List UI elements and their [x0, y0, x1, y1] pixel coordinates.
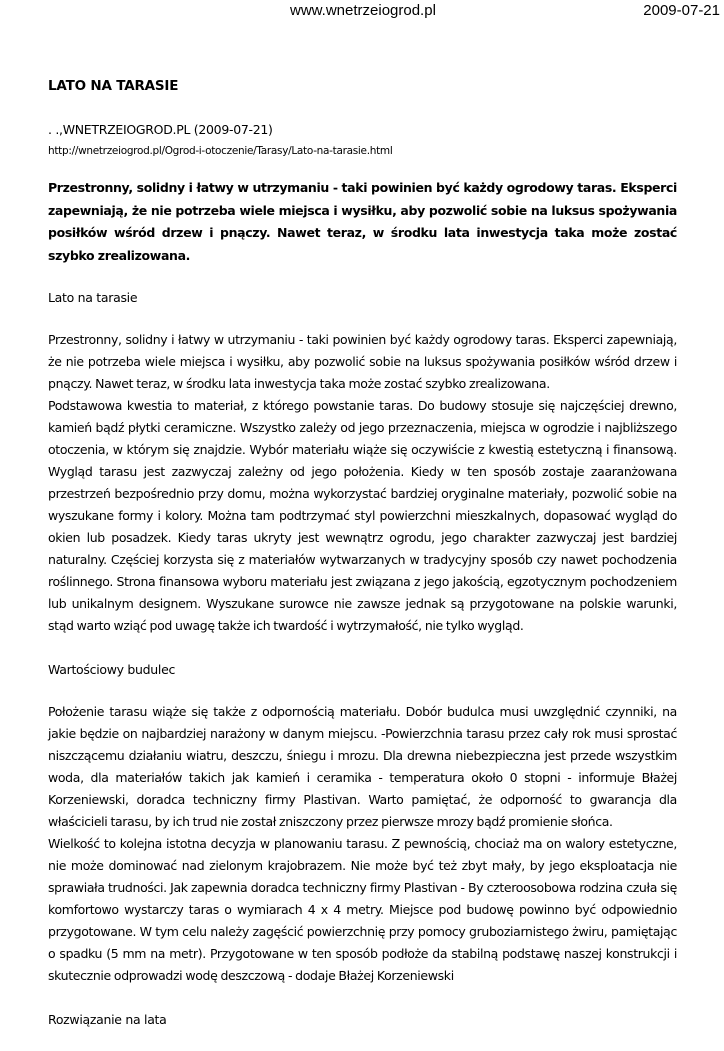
paragraph: Podstawowa kwestia to materiał, z którego powstanie taras. Do budowy stosuje się najczęściej drewno, kamień bądź płytki ceramiczne. Wszystko zależy od jego przeznaczenia, miejsca w ogrodzie i najbliższego otoczenia, w którym się znajdzie. Wybór materiału wiąże się oczywiście z kwestią estetyczną i finansową. Wygląd tarasu jest zazwyczaj zależny od jego położenia. Kiedy w ten sposób zostaje zaaranżowana przestrzeń bezpośrednio przy domu, można wykorzystać bardziej oryginalne materiały, pozwolić sobie na wyszukane formy i kolory. Można tam podtrzymać styl powierzchni mieszkalnych, dopasować wygląd do okien lub posadzek. Kiedy taras ukryty jest wewnątrz ogrodu, jego charakter zazwyczaj jest bardziej naturalny. Częściej korzysta się z materiałów wytwarzanych w tradycyjny sposób czy nawet pochodzenia roślinnego. Strona finansowa wyboru materiału jest związana z jego jakością, egzotycznym pochodzeniem lub unikalnym designem. Wyszukane surowce nie zawsze jednak są przygotowane na polskie warunki, stąd warto wziąć pod uwagę także ich twardość i wytrzymałość, nie tylko wygląd. [48, 398, 677, 633]
article [48, 78, 677, 1051]
section-heading: Rozwiązanie na lata [48, 1012, 167, 1027]
section-heading: Wartościowy budulec [48, 662, 176, 677]
paragraph: Wielkość to kolejna istotna decyzja w planowaniu tarasu. Z pewnością, chociaż ma on walory estetyczne, nie może dominować nad zielonym krajobrazem. Nie może być też zbyt mały, by jego eksploatacja nie sprawiała trudności. Jak zapewnia doradca techniczny firmy Plastivan - By czteroosobowa rodzina czuła się komfortowo wystarczy taras o wymiarach 4 x 4 metry. Miejsce pod budowę powinno być odpowiednio przygotowane. W tym celu należy zagęścić powierzchnię przy pomocy gruboziarnistego żwiru, pamiętając o spadku (5 mm na metr). Przygotowane w ten sposób podłoże da stabilną podstawę naszej konstrukcji i skutecznie odprowadzi wodę deszczową - dodaje Błażej Korzeniewski [48, 836, 677, 983]
page-header [0, 2, 724, 22]
paragraph: Położenie tarasu wiąże się także z odpornością materiału. Dobór budulca musi uwzględnić czynniki, na jakie będzie on najbardziej narażony w danym miejscu. -Powierzchnia tarasu przez cały rok musi sprostać niszczącemu działaniu wiatru, deszczu, śniegu i mrozu. Dla drewna niebezpieczna jest przede wszystkim woda, dla materiałów takich jak kamień i ceramika - temperatura około 0 stopni - informuje Błażej Korzeniewski, doradca techniczny firmy Plastivan. Warto pamiętać, że odporność to gwarancja dla właścicieli tarasu, by ich trud nie został zniszczony przez pierwsze mrozy bądź promienie słońca. [48, 704, 677, 829]
article-lead: Przestronny, solidny i łatwy w utrzymaniu - taki powinien być każdy ogrodowy taras. Eksperci zapewniają, że nie potrzeba wiele miejsca i wysiłku, aby pozwolić sobie na luksus spożywania posiłków wśród drzew i pnączy. Nawet teraz, w środku lata inwestycja taka może zostać szybko zrealizowana. [48, 180, 677, 263]
paragraph: Przestronny, solidny i łatwy w utrzymaniu - taki powinien być każdy ogrodowy taras. Eksperci zapewniają, że nie potrzeba wiele miejsca i wysiłku, aby pozwolić sobie na luksus spożywania posiłków wśród drzew i pnączy. Nawet teraz, w środku lata inwestycja taka może zostać szybko zrealizowana. [48, 332, 677, 391]
header-date: 2009-07-21 [643, 2, 720, 19]
site-url: www.wnetrzeiogrod.pl [290, 2, 436, 19]
section-heading: Lato na tarasie [48, 290, 138, 305]
article-meta: . .,WNETRZEIOGROD.PL (2009-07-21) [48, 122, 273, 137]
article-title: LATO NA TARASIE [48, 78, 179, 94]
article-source-url: http://wnetrzeiogrod.pl/Ogrod-i-otoczenie/Tarasy/Lato-na-tarasie.html [48, 145, 393, 157]
